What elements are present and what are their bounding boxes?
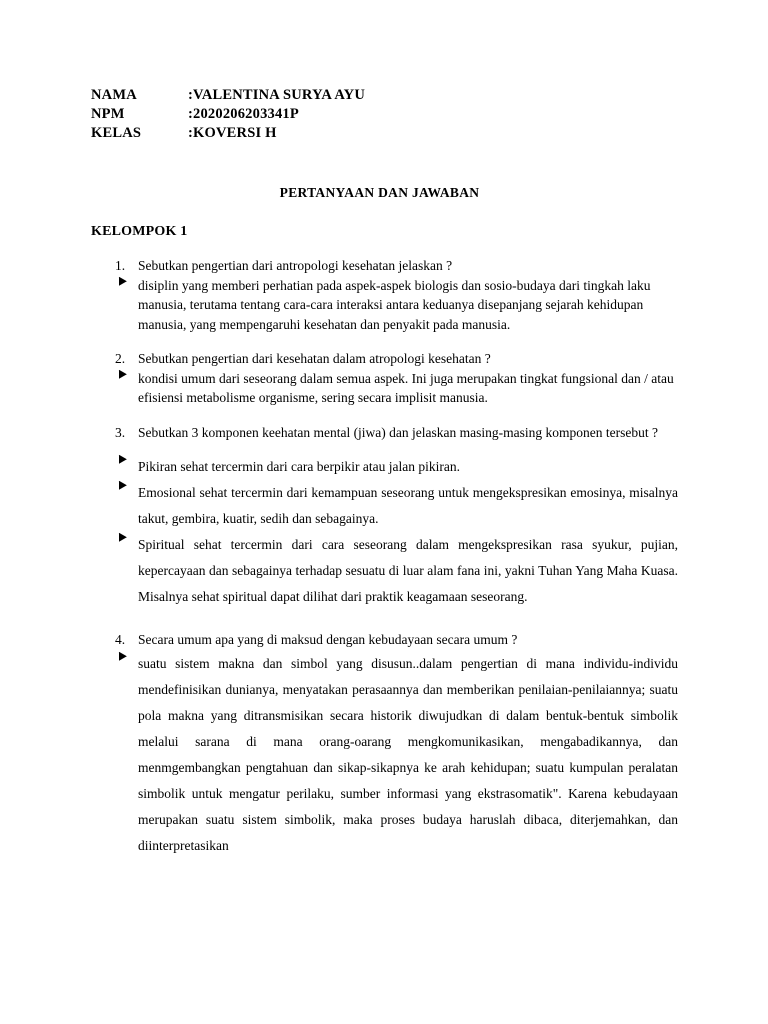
arrowhead-bullet-icon (118, 651, 129, 662)
question-text: Sebutkan pengertian dari antropologi kesehatan jelaskan ? (138, 258, 453, 273)
qa-block (91, 256, 678, 334)
identity-row-kelas (91, 124, 678, 143)
question-text: Secara umum apa yang di maksud dengan kebudayaan secara umum ? (138, 631, 518, 647)
answer-text: Emosional sehat tercermin dari kemampuan seseorang untuk mengekspresikan emosinya, misalnya takut, gembira, kuatir, sedih dan sebagainya. (138, 484, 678, 526)
spacer (91, 610, 678, 628)
question-text: Sebutkan 3 komponen keehatan mental (jiwa) dan jelaskan masing-masing komponen tersebut ? (138, 424, 658, 440)
question-item (91, 421, 678, 444)
answer-item (91, 480, 678, 532)
spacer (91, 408, 678, 421)
question-item (91, 628, 678, 651)
question-item (91, 256, 678, 276)
qa-block (91, 421, 678, 610)
identity-value-nama: :VALENTINA SURYA AYU (188, 87, 366, 103)
answer-item (91, 454, 678, 480)
answer-text: disiplin yang memberi perhatian pada aspek-aspek biologis dan sosio-budaya dari tingkah laku manusia, terutama tentang cara-cara interaksi antara keduanya disepanjang sejarah kehidupan manusia, yang mempengaruhi kesehatan dan penyakit pada manusia. (138, 277, 651, 332)
answer-text: Spiritual sehat tercermin dari cara seseorang dalam mengekspresikan rasa syukur, pujian, kepercayaan dan sebagainya terhadap sesuatu di luar alam fana ini, yakni Tuhan Yang Maha Kuasa. Misalnya sehat spiritual dapat dilihat dari praktik keagamaan seseorang. (138, 536, 678, 604)
identity-label-nama: NAMA (91, 87, 137, 103)
answer-text: kondisi umum dari seseorang dalam semua aspek. Ini juga merupakan tingkat fungsional dan / atau efisiensi metabolisme organisme, sering secara implisit manusia. (138, 370, 674, 405)
arrowhead-bullet-icon (118, 369, 129, 380)
question-answer-list (91, 256, 678, 859)
arrowhead-bullet-icon (118, 276, 129, 287)
identity-value-kelas: :KOVERSI H (188, 125, 277, 141)
question-number: 3. (115, 424, 126, 440)
identity-block (91, 86, 678, 143)
qa-block (91, 349, 678, 408)
answer-text: Pikiran sehat tercermin dari cara berpikir atau jalan pikiran. (138, 458, 460, 474)
identity-label-kelas: KELAS (91, 125, 142, 141)
group-title: KELOMPOK 1 (91, 224, 188, 239)
arrowhead-bullet-icon (118, 480, 129, 491)
identity-value-npm: :2020206203341P (188, 106, 299, 122)
spacer (91, 444, 678, 454)
document-content (91, 86, 678, 859)
qa-block (91, 628, 678, 859)
question-number: 2. (115, 351, 126, 366)
question-number: 1. (115, 258, 126, 273)
question-number: 4. (115, 631, 126, 647)
document-title: PERTANYAAN DAN JAWABAN (279, 185, 480, 200)
answer-item (91, 651, 678, 859)
spacer (91, 334, 678, 349)
identity-row-npm (91, 105, 678, 124)
answer-item (91, 369, 678, 408)
identity-row-nama (91, 86, 678, 105)
arrowhead-bullet-icon (118, 532, 129, 543)
arrowhead-bullet-icon (118, 454, 129, 465)
identity-label-npm: NPM (91, 106, 125, 122)
answer-item (91, 532, 678, 610)
question-text: Sebutkan pengertian dari kesehatan dalam atropologi kesehatan ? (138, 351, 491, 366)
answer-item (91, 276, 678, 335)
question-item (91, 349, 678, 369)
answer-text: suatu sistem makna dan simbol yang disusun..dalam pengertian di mana individu-individu mendefinisikan dunianya, menyatakan perasaannya dan memberikan penilaian-penilaiannya; suatu pola makna yang ditransmisikan secara historik diwujudkan di dalam bentuk-bentuk simbolik melalui sarana di mana orang-oarang mengkomunikasikan, mengabadikannya, dan menmgembangkan pengtahuan dan sikap-sikapnya ke arah kehidupan; suatu kumpulan peralatan simbolik untuk mengatur perilaku, sumber informasi yang ekstrasomatik". Karena kebudayaan merupakan suatu sistem simbolik, maka proses budaya haruslah dibaca, diterjemahkan, dan diinterpretasikan (138, 655, 678, 853)
